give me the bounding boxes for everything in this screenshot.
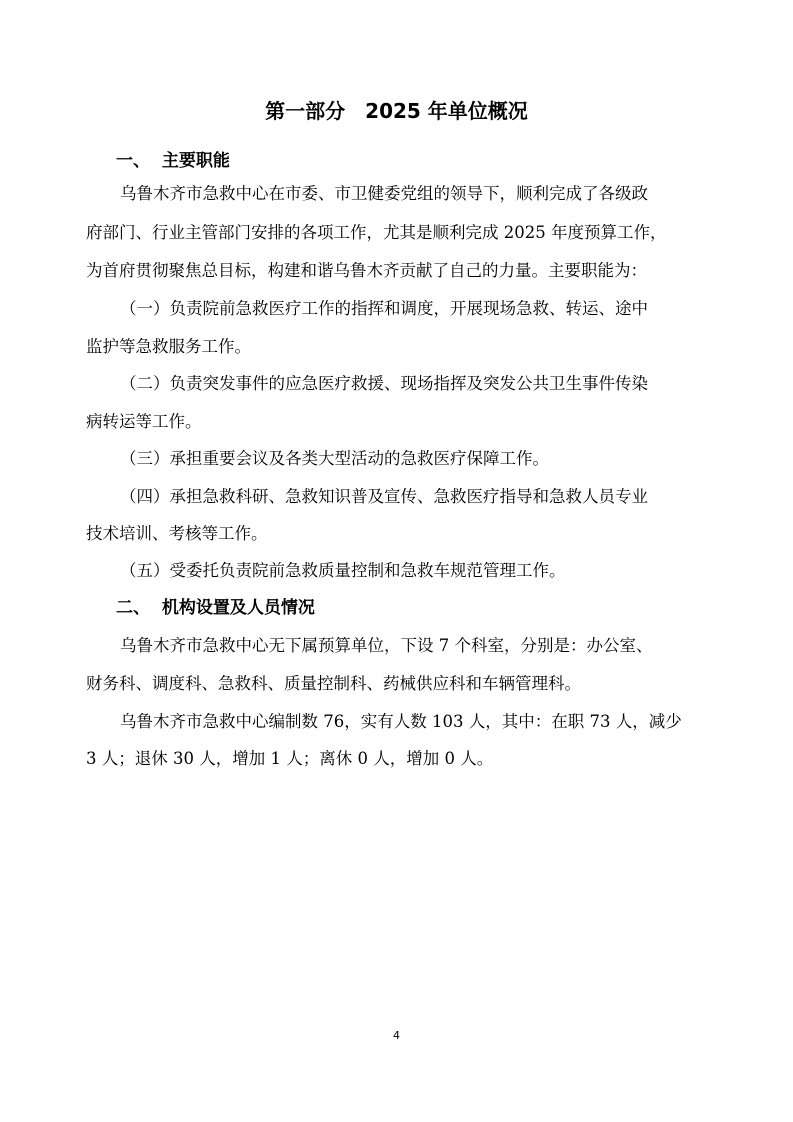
- duty-item-4-line: （四）承担急救科研、急救知识普及宣传、急救医疗指导和急救人员专业: [120, 487, 648, 506]
- paragraph-line: 乌鲁木齐市急救中心编制数 76，实有人数 103 人，其中：在职 73 人，减少: [120, 712, 682, 731]
- paragraph-line: 乌鲁木齐市急救中心在市委、市卫健委党组的领导下，顺利完成了各级政: [120, 184, 648, 203]
- section-heading-main-functions: 一、 主要职能: [116, 151, 230, 171]
- paragraph-line: 府部门、行业主管部门安排的各项工作，尤其是顺利完成 2025 年度预算工作，: [86, 223, 667, 242]
- duty-item-3-line: （三）承担重要会议及各类大型活动的急救医疗保障工作。: [120, 449, 549, 468]
- paragraph-line: 为首府贯彻聚焦总目标，构建和谐乌鲁木齐贡献了自己的力量。主要职能为：: [86, 261, 647, 280]
- duty-item-4-line: 技术培训、考核等工作。: [86, 524, 268, 543]
- page-number: 4: [393, 1029, 400, 1042]
- duty-item-1-line: 监护等急救服务工作。: [86, 337, 251, 356]
- paragraph-line: 财务科、调度科、急救科、质量控制科、药械供应科和车辆管理科。: [86, 674, 581, 693]
- paragraph-line: 3 人；退休 30 人，增加 1 人；离休 0 人，增加 0 人。: [86, 749, 494, 768]
- duty-item-1-line: （一）负责院前急救医疗工作的指挥和调度，开展现场急救、转运、途中: [120, 299, 648, 318]
- page-title: 第一部分 2025 年单位概况: [265, 99, 528, 123]
- duty-item-2-line: 病转运等工作。: [86, 412, 202, 431]
- duty-item-5-line: （五）受委托负责院前急救质量控制和急救车规范管理工作。: [120, 561, 566, 580]
- paragraph-line: 乌鲁木齐市急救中心无下属预算单位，下设 7 个科室，分别是：办公室、: [120, 636, 653, 655]
- section-heading-organization: 二、 机构设置及人员情况: [116, 598, 315, 618]
- duty-item-2-line: （二）负责突发事件的应急医疗救援、现场指挥及突发公共卫生事件传染: [120, 374, 648, 393]
